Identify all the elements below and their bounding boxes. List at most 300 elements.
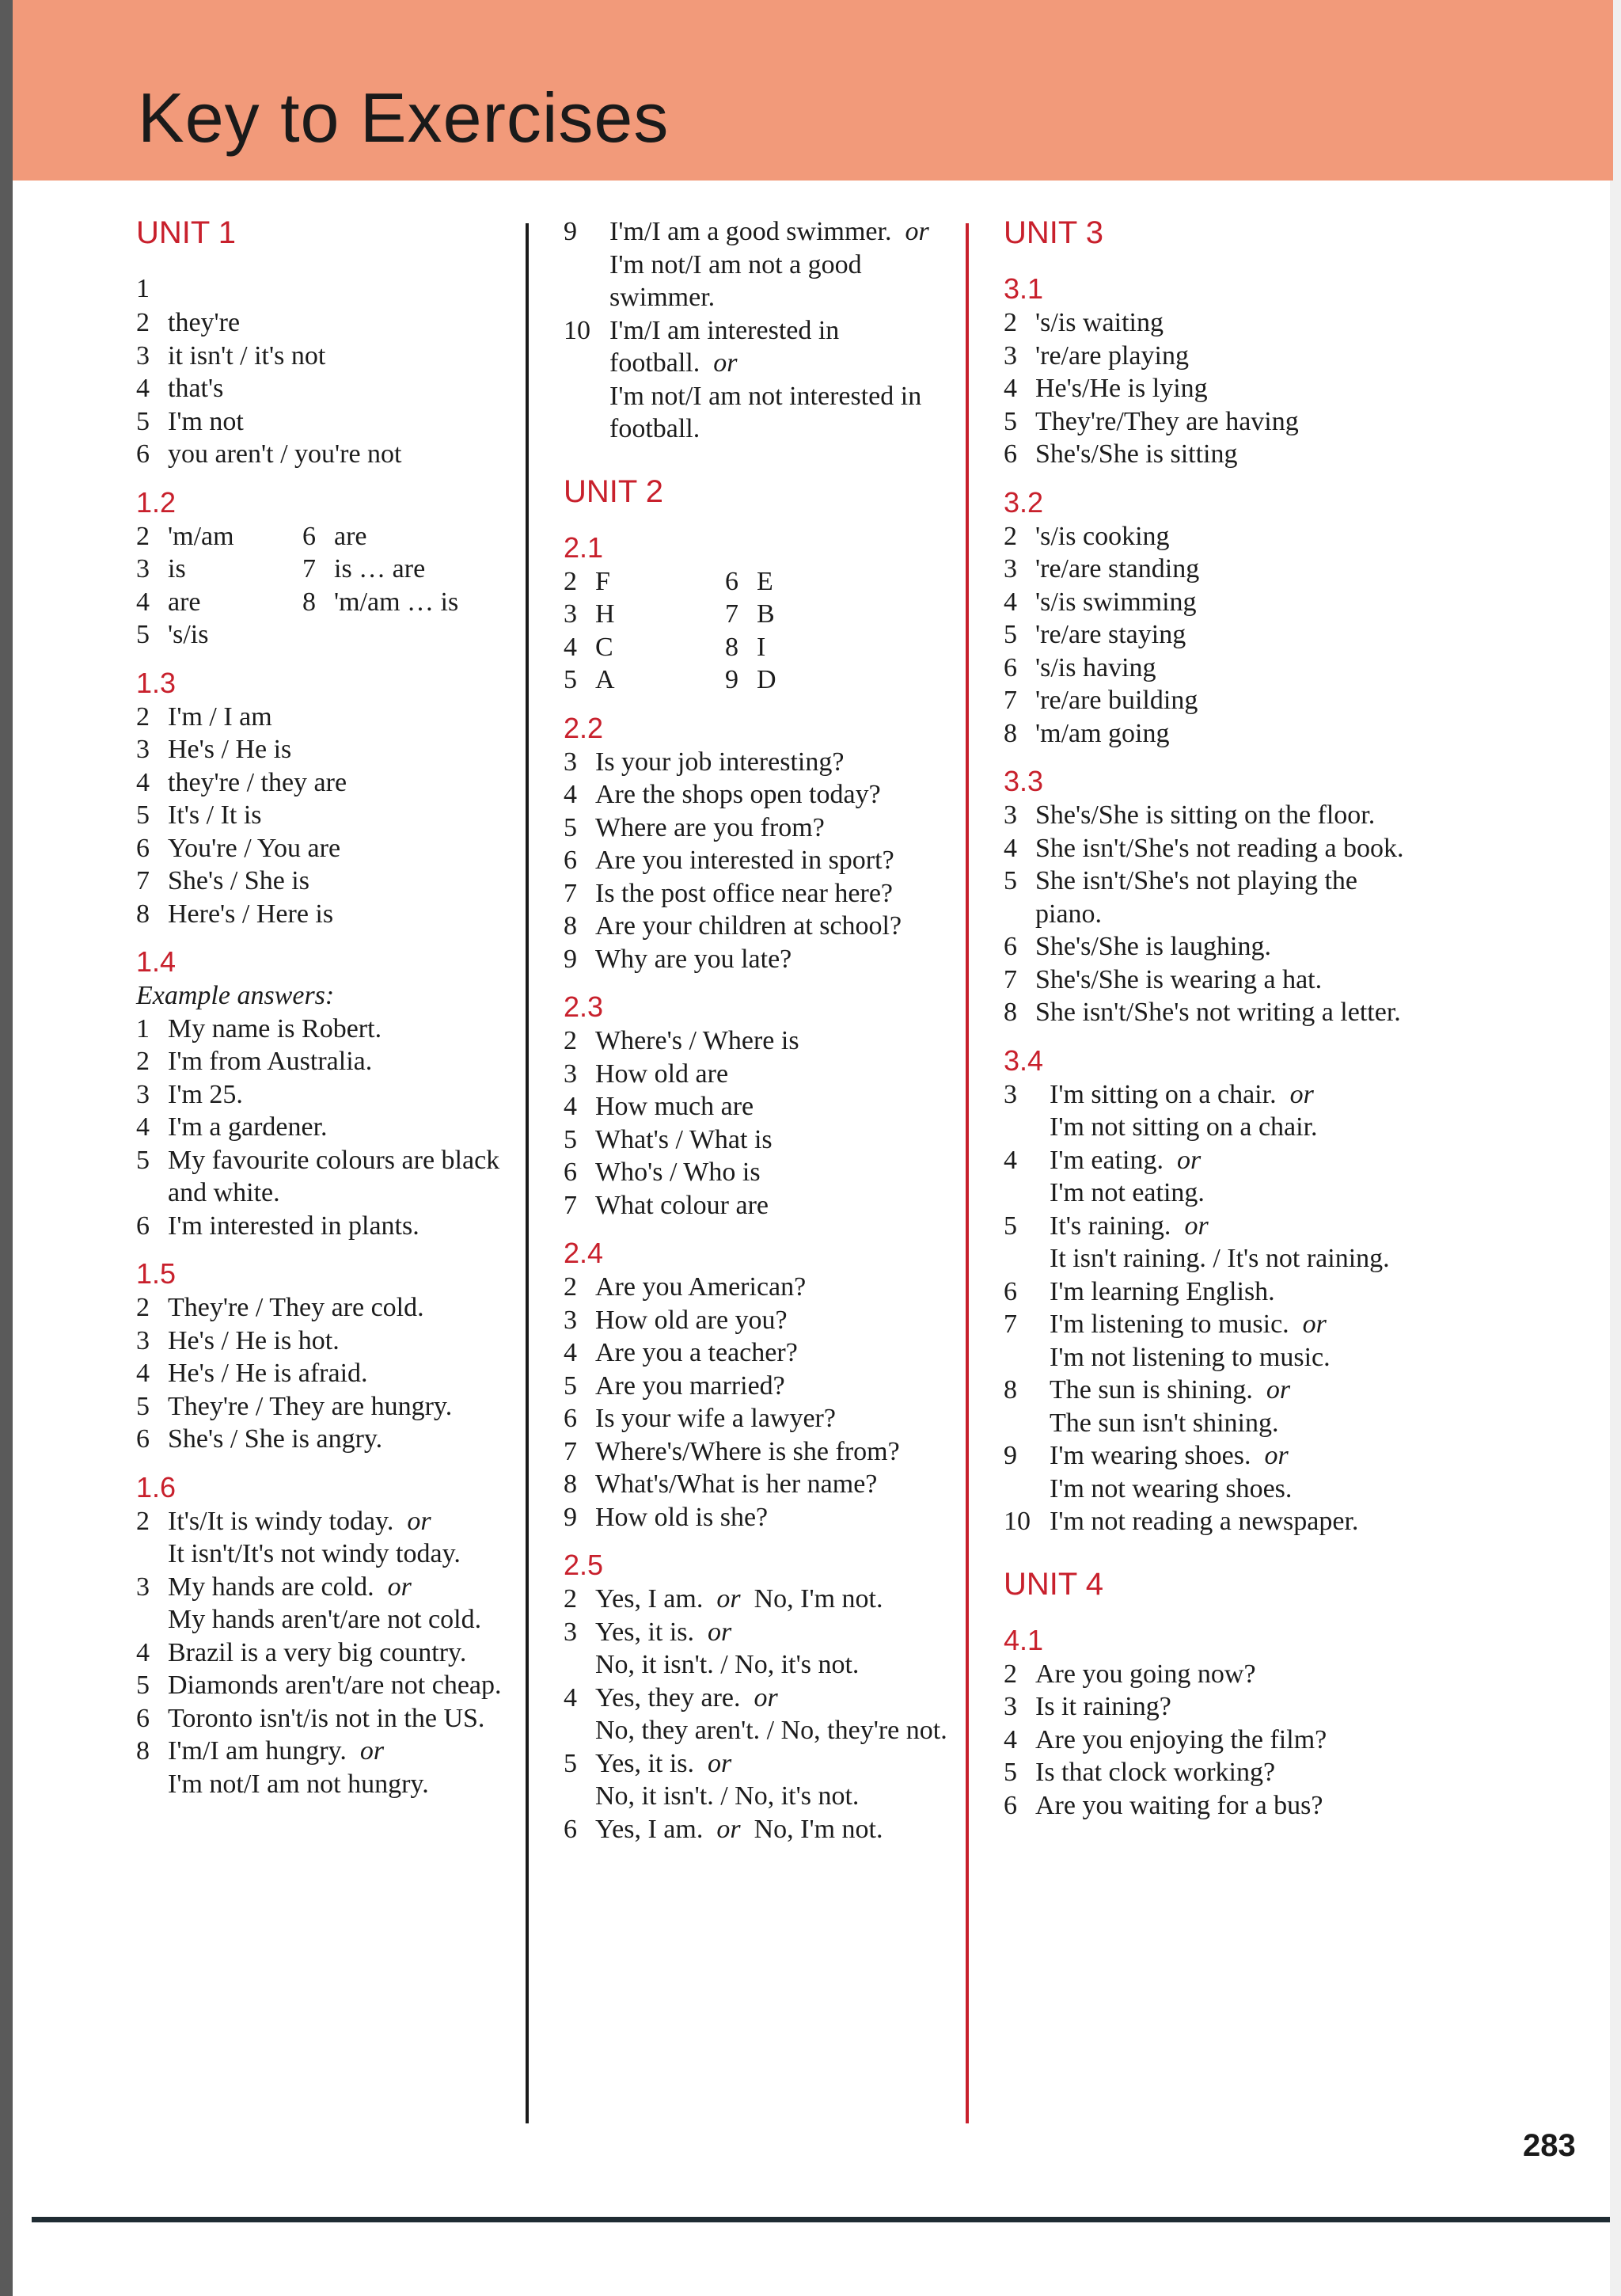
answer-item [1004, 372, 1415, 405]
answer-item [136, 1111, 516, 1144]
answer-number: 5 [1004, 620, 1017, 649]
answer-number: 6 [136, 1424, 150, 1454]
answer-number: 4 [1004, 1724, 1017, 1754]
or-connector: or [708, 1617, 732, 1647]
answer-main: 's/is cooking [1035, 521, 1170, 551]
answer-list [136, 306, 516, 471]
answer-item [1004, 717, 1415, 751]
answer-main: I'm a gardener. [168, 1112, 328, 1142]
answer-text [168, 1423, 516, 1456]
answer-number: 7 [564, 1190, 577, 1220]
answer-number: 7 [564, 878, 577, 908]
answer-item [1004, 306, 1415, 340]
answer-main: Where's / Where is [595, 1026, 799, 1055]
answer-number: 8 [1004, 1375, 1017, 1405]
answer-main: is … are [334, 554, 426, 584]
answer-number: 4 [1004, 587, 1017, 617]
answer-number: 10 [1004, 1507, 1031, 1536]
answer-number: 3 [564, 747, 577, 777]
answer-number: 9 [725, 665, 738, 694]
answer-item [136, 1505, 516, 1571]
answer-text [1035, 865, 1415, 930]
answer-text [1035, 438, 1415, 471]
answer-number: 4 [136, 374, 150, 403]
answer-main: Where are you from? [595, 812, 825, 842]
answer-alternative: It isn't raining. / It's not raining. [1050, 1244, 1390, 1273]
answer-main: Are the shops open today? [595, 780, 881, 809]
answer-list [564, 1583, 958, 1846]
answer-main: you aren't / you're not [168, 439, 402, 469]
column-2 [564, 215, 958, 1846]
answer-number: 2 [136, 1506, 150, 1536]
answer-number: 3 [1004, 340, 1017, 371]
answer-text [1035, 996, 1415, 1029]
answer-alternative: No, they aren't. / No, they're not. [595, 1716, 947, 1745]
answer-number: 8 [1004, 998, 1017, 1027]
answer-item [1004, 340, 1415, 373]
or-connector: or [1302, 1310, 1327, 1339]
answer-main: I'm / I am [168, 701, 272, 732]
answer-number: 5 [1004, 1758, 1017, 1787]
answer-main: 're/are playing [1035, 340, 1189, 371]
answer-item [564, 844, 958, 877]
answer-main: D [757, 665, 776, 694]
answer-grid [564, 565, 958, 697]
answer-item [1004, 553, 1415, 586]
answer-number: 3 [136, 1079, 150, 1109]
answer-item [564, 1090, 958, 1123]
answer-text [168, 1390, 516, 1424]
answer-main: Yes, I am. [595, 1814, 704, 1844]
section-title: 3.3 [1004, 765, 1044, 797]
answer-main: I'm/I am interested in football. [609, 315, 840, 378]
or-connector: or [1184, 1211, 1209, 1241]
answer-main: 'm/am [168, 521, 234, 551]
answer-main: I'm not reading a newspaper. [1050, 1507, 1359, 1536]
answer-number: 7 [302, 554, 316, 584]
answer-text [1035, 930, 1415, 964]
answer-alternative: No, I'm not. [754, 1584, 883, 1614]
answer-item [564, 1813, 958, 1846]
answer-text [595, 877, 958, 910]
answer-alternative: I'm not listening to music. [1050, 1342, 1331, 1372]
answer-number: 9 [1004, 1441, 1017, 1470]
answer-text [595, 778, 958, 812]
answer-text [168, 1669, 516, 1702]
answer-main: She's/She is wearing a hat. [1035, 964, 1323, 994]
or-connector: or [1289, 1079, 1314, 1109]
answer-number: 6 [136, 833, 150, 863]
answer-item [136, 618, 302, 652]
answer-main: She's/She is sitting [1035, 439, 1238, 469]
bottom-rule [32, 2217, 1610, 2222]
section-title: 2.5 [564, 1549, 604, 1581]
answer-main: Are you married? [595, 1370, 785, 1401]
answer-number: 2 [564, 566, 577, 596]
answer-alternative: The sun isn't shining. [1050, 1408, 1279, 1438]
answer-main: He's / He is hot. [168, 1325, 340, 1355]
answer-list [136, 1291, 516, 1456]
unit-heading: UNIT 3 [1004, 215, 1103, 250]
answer-text [595, 1435, 958, 1469]
section-title: 1.5 [136, 1257, 177, 1290]
answer-main: I'm sitting on a chair. [1050, 1079, 1277, 1109]
answer-number: 5 [564, 1370, 577, 1401]
answer-text [757, 598, 891, 631]
answer-alternative: No, it isn't. / No, it's not. [595, 1781, 860, 1811]
answer-main: 's/is swimming [1035, 587, 1197, 617]
answer-number: 6 [136, 439, 150, 469]
answer-text [1050, 1210, 1415, 1275]
answer-item [1004, 618, 1415, 652]
answer-number: 4 [564, 1682, 577, 1712]
answer-number: 6 [1004, 1276, 1017, 1306]
answer-text [595, 1336, 958, 1370]
answer-text [1050, 1144, 1415, 1210]
or-connector: or [359, 1736, 385, 1766]
answer-main: What's / What is [595, 1124, 773, 1154]
answer-item [136, 799, 516, 832]
answer-main: are [334, 521, 367, 551]
answer-number: 6 [564, 1158, 577, 1187]
unit-heading: UNIT 4 [1004, 1566, 1103, 1602]
example-note: Example answers: [136, 981, 335, 1010]
answer-number: 4 [1004, 833, 1017, 863]
answer-item [1004, 1275, 1415, 1309]
answer-item [564, 1058, 958, 1091]
answer-text [334, 553, 469, 586]
answer-item [564, 663, 725, 697]
answer-text [168, 438, 516, 471]
answer-text [595, 1501, 958, 1534]
answer-number: 6 [136, 1211, 150, 1241]
answer-item [302, 553, 469, 586]
answer-text [595, 1747, 958, 1813]
answer-number: 4 [564, 632, 577, 662]
column-1 [136, 215, 516, 1800]
answer-list [1004, 520, 1415, 751]
section-title: 1.2 [136, 485, 177, 519]
or-connector: or [754, 1682, 778, 1712]
answer-number: 7 [1004, 686, 1017, 715]
answer-main: How old are [595, 1059, 729, 1089]
answer-item [136, 372, 516, 405]
answer-item [136, 766, 516, 800]
answer-number: 2 [564, 1272, 577, 1302]
answer-item [1004, 1144, 1415, 1210]
answer-number: 6 [1004, 932, 1017, 961]
answer-item [136, 1210, 516, 1243]
answer-number: 3 [564, 1305, 577, 1335]
answer-list [564, 215, 958, 446]
answer-number: 4 [136, 1112, 150, 1142]
answer-text [168, 1571, 516, 1636]
answer-number: 5 [136, 1391, 150, 1421]
answer-text [1035, 1658, 1415, 1691]
answer-main: E [757, 566, 773, 596]
answer-text [168, 1144, 516, 1210]
answer-text [1035, 306, 1415, 340]
answer-alternative: No, it isn't. / No, it's not. [595, 1650, 860, 1679]
or-connector: or [387, 1572, 412, 1602]
answer-item [302, 520, 469, 553]
answer-main: I'm from Australia. [168, 1047, 373, 1076]
answer-number: 2 [564, 1026, 577, 1055]
answer-item [136, 1078, 516, 1112]
or-connector: or [716, 1814, 741, 1844]
answer-text [595, 1156, 958, 1189]
answer-main: They're / They are hungry. [168, 1391, 453, 1421]
answer-item [1004, 1756, 1415, 1789]
answer-main: I'm learning English. [1050, 1276, 1275, 1306]
answer-item [136, 865, 516, 898]
answer-number: 6 [136, 1703, 150, 1733]
answer-text [168, 1210, 516, 1243]
answer-main: Are your children at school? [595, 911, 902, 941]
answer-item [136, 1144, 516, 1210]
answer-number: 4 [564, 1338, 577, 1367]
answer-main: Brazil is a very big country. [168, 1637, 467, 1667]
answer-main: I'm/I am a good swimmer. [609, 217, 892, 246]
answer-main: Are you interested in sport? [595, 846, 894, 875]
section-title: 2.1 [564, 530, 604, 564]
answer-alternative: It isn't/It's not windy today. [168, 1539, 461, 1568]
answer-number: 6 [302, 521, 316, 551]
answer-item [564, 877, 958, 910]
answer-number: 8 [1004, 718, 1017, 748]
answer-main: 'm/am … is [334, 587, 459, 617]
answer-number: 2 [564, 1584, 577, 1614]
answer-item [564, 746, 958, 779]
answer-main: I'm eating. [1050, 1145, 1164, 1175]
answer-text [1035, 340, 1415, 373]
answer-number: 9 [564, 944, 577, 974]
answer-text [168, 1636, 516, 1670]
answer-number: 5 [1004, 1211, 1017, 1241]
answer-text [595, 1024, 958, 1058]
answer-alternative: I'm not/I am not hungry. [168, 1769, 429, 1799]
answer-item [1004, 438, 1415, 471]
answer-item [1004, 1724, 1415, 1757]
answer-item [1004, 1308, 1415, 1374]
answer-item [1004, 832, 1415, 865]
answer-item [725, 663, 891, 697]
answer-number: 6 [564, 1404, 577, 1433]
answer-text [595, 1616, 958, 1682]
answer-number: 4 [564, 1092, 577, 1121]
answer-main: Yes, they are. [595, 1682, 741, 1712]
answer-number: 3 [136, 1325, 150, 1355]
section-title: 1.3 [136, 666, 177, 699]
answer-item [1004, 1374, 1415, 1439]
answer-main: Where's/Where is she from? [595, 1436, 900, 1466]
answer-alternative: I'm not/I am not interested in football. [609, 381, 922, 443]
answer-text [595, 1058, 958, 1091]
answer-list [564, 1024, 958, 1222]
section-title: 2.4 [564, 1237, 604, 1269]
answer-main: The sun is shining. [1050, 1375, 1253, 1405]
answer-number: 6 [725, 566, 738, 596]
answer-item [136, 586, 302, 619]
answer-item [136, 1357, 516, 1390]
answer-main: Yes, it is. [595, 1617, 695, 1647]
answer-text [757, 565, 891, 599]
answer-alternative: I'm not eating. [1050, 1178, 1205, 1207]
answer-main: Who's / Who is [595, 1158, 761, 1187]
answer-text [168, 1702, 516, 1735]
answer-main: What colour are [595, 1190, 769, 1220]
answer-main: Yes, I am. [595, 1584, 704, 1614]
answer-item [136, 438, 516, 471]
answer-number: 3 [1004, 554, 1017, 584]
answer-main: He's / He is afraid. [168, 1359, 368, 1388]
answer-main: 's/is having [1035, 652, 1156, 682]
answer-text [1050, 1078, 1415, 1144]
answer-text [1035, 1756, 1415, 1789]
answer-text [595, 746, 958, 779]
answer-list [1004, 799, 1415, 1029]
answer-main: I'm interested in plants. [168, 1211, 419, 1241]
answer-text [168, 553, 302, 586]
answer-item [564, 1501, 958, 1534]
answer-text [595, 910, 958, 943]
answer-text [595, 1271, 958, 1304]
answer-item [136, 1735, 516, 1800]
answer-number: 9 [564, 1502, 577, 1532]
answer-main: She's/She is laughing. [1035, 932, 1271, 961]
answer-number: 8 [302, 587, 316, 617]
answer-text [595, 565, 725, 599]
answer-number: 7 [1004, 1310, 1017, 1339]
answer-text [1035, 684, 1415, 717]
answer-item [1004, 1505, 1415, 1538]
answer-item [1004, 652, 1415, 685]
answer-item [564, 943, 958, 976]
answer-number: 8 [136, 899, 150, 929]
answer-text [168, 1505, 516, 1571]
answer-main: Are you going now? [1035, 1659, 1256, 1689]
answer-text [1050, 1439, 1415, 1505]
answer-item [136, 1390, 516, 1424]
answer-number: 6 [1004, 439, 1017, 469]
answer-item [1004, 865, 1415, 930]
answer-text [168, 733, 516, 766]
answer-text [595, 598, 725, 631]
answer-main: My hands are cold. [168, 1572, 374, 1602]
answer-text [595, 663, 725, 697]
answer-text [1050, 1308, 1415, 1374]
answer-main: How old is she? [595, 1502, 769, 1532]
answer-text [595, 1813, 958, 1846]
answer-text [609, 314, 958, 446]
answer-number: 8 [564, 911, 577, 941]
or-connector: or [1266, 1375, 1291, 1405]
answer-text [1035, 1724, 1415, 1757]
answer-number: 5 [136, 620, 150, 649]
answer-item [136, 1045, 516, 1078]
answer-text [1035, 652, 1415, 685]
answer-number: 4 [136, 1637, 150, 1667]
answer-item [725, 598, 891, 631]
answer-main: My favourite colours are black and white. [168, 1145, 500, 1207]
answer-number: 7 [136, 866, 150, 895]
answer-number: 5 [136, 1145, 150, 1175]
answer-number: 3 [1004, 1692, 1017, 1721]
answer-item [564, 1123, 958, 1157]
answer-text [1035, 964, 1415, 997]
answer-number: 7 [725, 599, 738, 629]
answer-main: She's/She is sitting on the floor. [1035, 800, 1376, 830]
answer-main: Is that clock working? [1035, 1758, 1276, 1787]
answer-text [334, 586, 469, 619]
answer-main: I'm listening to music. [1050, 1310, 1289, 1339]
answer-number: 4 [1004, 1145, 1017, 1175]
answer-text [1035, 405, 1415, 439]
answer-text [168, 832, 516, 865]
answer-list [136, 520, 302, 652]
answer-text [168, 1045, 516, 1078]
answer-item [564, 215, 958, 314]
section-title: 3.2 [1004, 485, 1044, 519]
answer-item [564, 314, 958, 446]
answer-number: 3 [1004, 800, 1017, 830]
answer-item [136, 520, 302, 553]
answer-item [1004, 799, 1415, 832]
answer-main: 's/is waiting [1035, 308, 1164, 337]
answer-item [136, 898, 516, 931]
answer-item [136, 701, 516, 734]
scan-edge-left [0, 0, 13, 2296]
answer-item [136, 1636, 516, 1670]
answer-item [564, 812, 958, 845]
answer-item [136, 405, 516, 439]
answer-main: C [595, 632, 613, 662]
answer-main: Are you enjoying the film? [1035, 1724, 1327, 1754]
answer-main: Why are you late? [595, 944, 792, 974]
answer-main: I'm wearing shoes. [1050, 1441, 1251, 1470]
answer-main: 're/are standing [1035, 554, 1200, 584]
answer-main: Is it raining? [1035, 1692, 1171, 1721]
answer-main: 're/are staying [1035, 620, 1186, 649]
answer-item [564, 1189, 958, 1222]
answer-item [1004, 520, 1415, 553]
answer-text [168, 340, 516, 373]
answer-text [168, 766, 516, 800]
answer-text [595, 1304, 958, 1337]
answer-main: It's / It is [168, 800, 262, 830]
answer-grid [136, 520, 516, 652]
answer-item [136, 1423, 516, 1456]
answer-text [1035, 799, 1415, 832]
answer-text [757, 663, 891, 697]
answer-text [1035, 586, 1415, 619]
answer-number: 2 [136, 701, 150, 732]
answer-text [595, 1468, 958, 1501]
unit-heading: UNIT 1 [136, 215, 236, 250]
answer-main: 're/are building [1035, 686, 1198, 715]
section-title: 1 [136, 274, 150, 303]
answer-main: H [595, 599, 615, 629]
answer-item [136, 733, 516, 766]
answer-item [564, 1747, 958, 1813]
answer-text [1050, 1374, 1415, 1439]
or-connector: or [713, 348, 738, 378]
scan-edge-right [1610, 0, 1621, 2296]
answer-item [1004, 586, 1415, 619]
answer-item [1004, 1658, 1415, 1691]
answer-main: 's/is [168, 620, 209, 649]
answer-main: they're [168, 308, 241, 337]
